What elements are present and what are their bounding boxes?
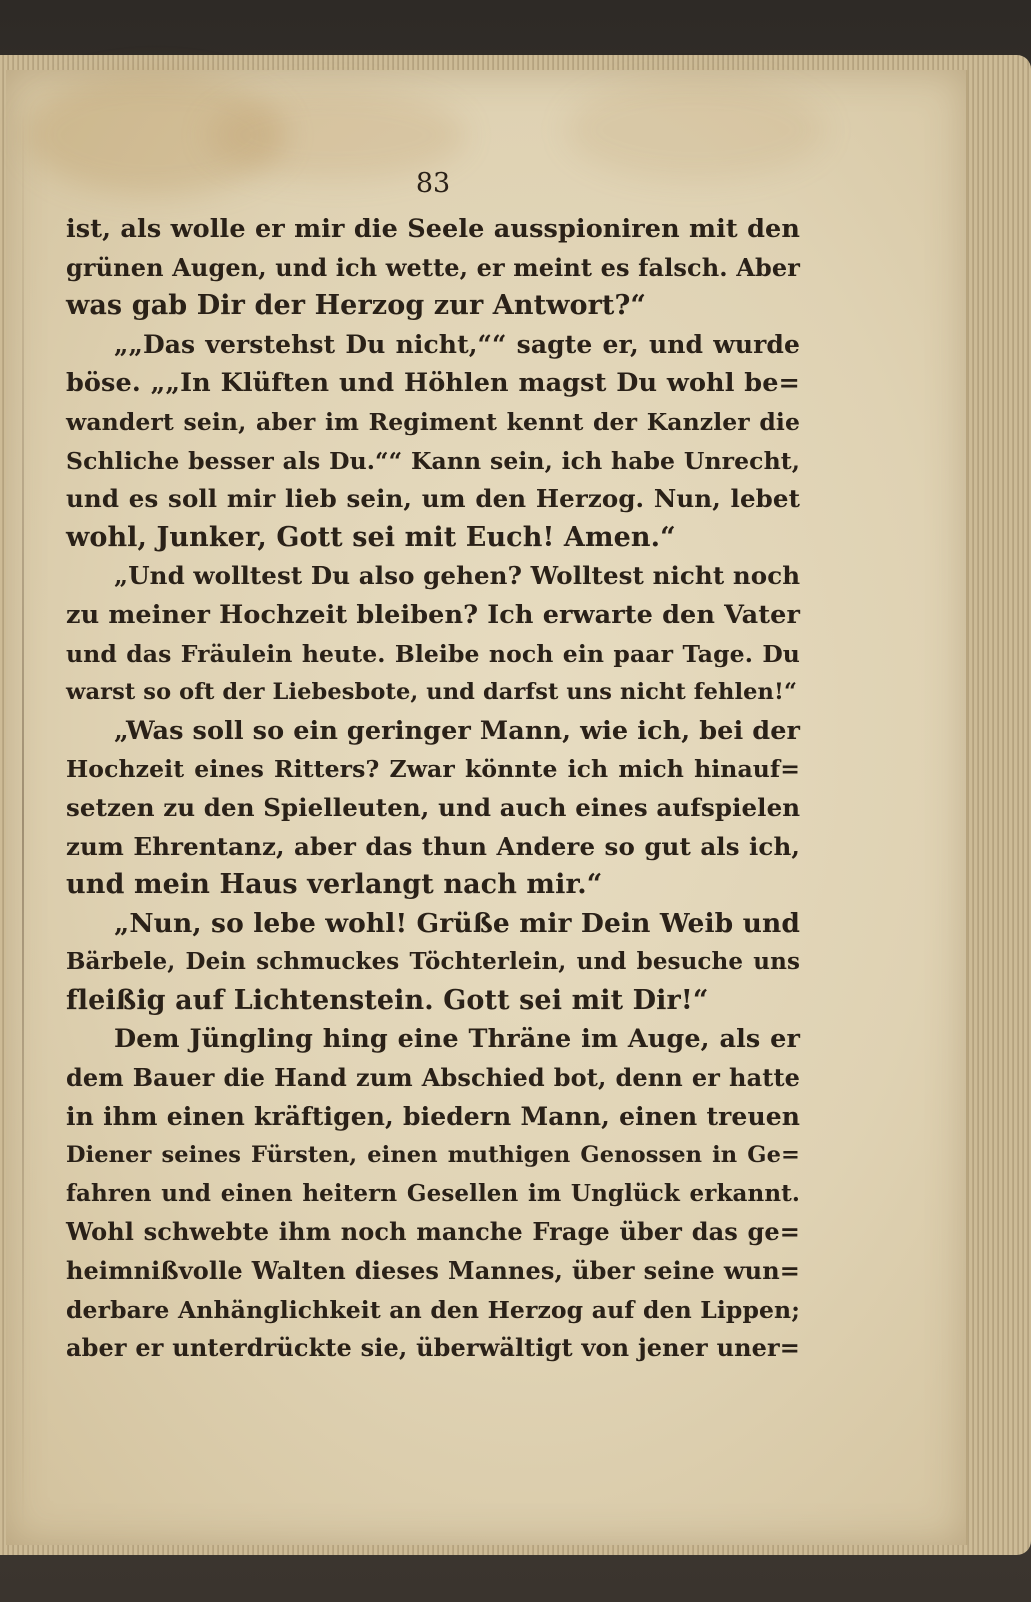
text-line: Hochzeit eines Ritters? Zwar könnte ich mich hinauf= xyxy=(66,755,800,784)
text-line: und es soll mir lieb sein, um den Herzog. Nun, lebet xyxy=(66,484,800,514)
text-line: wandert sein, aber im Regiment kennt der Kanzler die xyxy=(66,407,800,436)
text-line: setzen zu den Spielleuten, und auch eines aufspielen xyxy=(66,792,801,822)
text-line: in ihm einen kräftigen, biedern Mann, einen treuen xyxy=(66,1101,800,1131)
page-number: 83 xyxy=(415,168,451,199)
text-line: „Und wolltest Du also gehen? Wolltest nicht noch xyxy=(114,561,801,591)
text-line: fahren und einen heitern Gesellen im Unglück erkannt. xyxy=(66,1179,800,1207)
text-line: „Nun, so lebe wohl! Grüße mir Dein Weib und xyxy=(114,907,800,939)
text-line: böse. „„In Klüften und Höhlen magst Du wohl be= xyxy=(66,368,800,399)
text-line: ist, als wolle er mir die Seele ausspioniren mit den xyxy=(66,214,800,244)
text-line: aber er unterdrückte sie, überwältigt von jener uner= xyxy=(66,1333,800,1363)
text-line: Schliche besser als Du.““ Kann sein, ich habe Unrecht, xyxy=(66,446,800,475)
text-line: Wohl schwebte ihm noch manche Frage über das ge= xyxy=(66,1217,800,1247)
text-line: was gab Dir der Herzog zur Antwort?“ xyxy=(66,290,647,322)
text-line: fleißig auf Lichtenstein. Gott sei mit Dir!“ xyxy=(66,984,709,1016)
text-line: warst so oft der Liebesbote, und darfst uns nicht fehlen!“ xyxy=(66,679,797,706)
text-line: Diener seines Fürsten, einen muthigen Genossen in Ge= xyxy=(66,1142,800,1169)
text-line: heimnißvolle Walten dieses Mannes, über seine wun= xyxy=(66,1256,800,1286)
text-line: wohl, Junker, Gott sei mit Euch! Amen.“ xyxy=(66,521,676,553)
text-line: und mein Haus verlangt nach mir.“ xyxy=(66,869,603,901)
body-text xyxy=(66,210,800,1368)
text-line: zum Ehrentanz, aber das thun Andere so gut als ich, xyxy=(66,831,800,861)
text-line: dem Bauer die Hand zum Abschied bot, denn er hatte xyxy=(66,1063,800,1093)
text-line: und das Fräulein heute. Bleibe noch ein paar Tage. Du xyxy=(66,639,800,668)
text-line: „Was soll so ein geringer Mann, wie ich, bei der xyxy=(114,715,801,746)
gutter-shadow xyxy=(22,110,24,1530)
text-line: derbare Anhänglichkeit an den Herzog auf den Lippen; xyxy=(66,1295,800,1324)
text-line: Dem Jüngling hing eine Thräne im Auge, als er xyxy=(114,1024,800,1055)
water-stain xyxy=(566,80,826,180)
text-line: Bärbele, Dein schmuckes Töchterlein, und besuche uns xyxy=(66,948,800,976)
water-stain xyxy=(206,90,466,180)
text-line: „„Das verstehst Du nicht,““ sagte er, und wurde xyxy=(114,329,800,359)
text-line: grünen Augen, und ich wette, er meint es falsch. Aber xyxy=(66,252,800,282)
text-line: zu meiner Hochzeit bleiben? Ich erwarte den Vater xyxy=(66,599,800,630)
